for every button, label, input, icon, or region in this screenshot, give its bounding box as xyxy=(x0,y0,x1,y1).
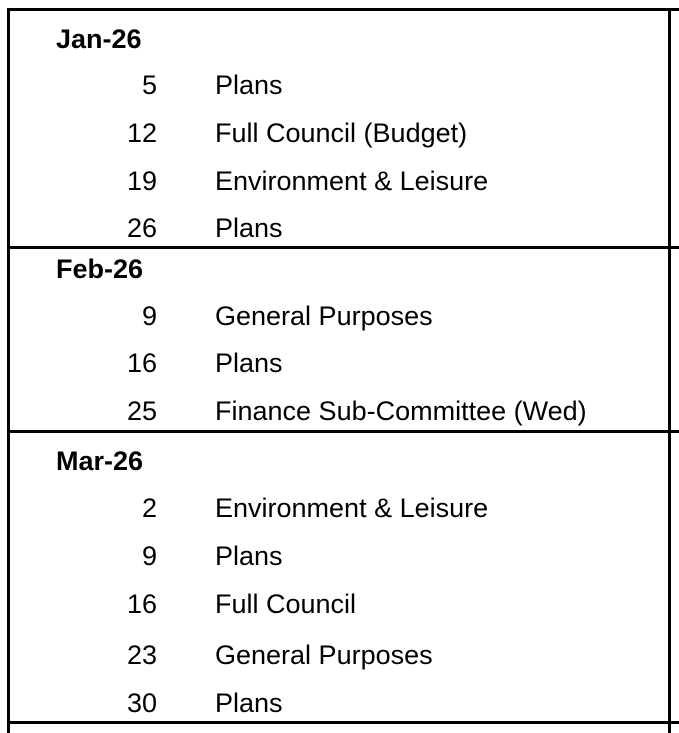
schedule-row xyxy=(0,301,679,331)
meeting-name: Finance Sub-Committee (Wed) xyxy=(215,396,587,426)
day-number: 16 xyxy=(126,589,157,619)
day-number: 26 xyxy=(126,213,157,243)
schedule-row xyxy=(0,348,679,378)
meeting-name: Environment & Leisure xyxy=(215,166,489,196)
top-border xyxy=(7,8,679,11)
day-number: 9 xyxy=(141,541,157,571)
schedule-row xyxy=(0,640,679,670)
day-number: 2 xyxy=(141,493,157,523)
schedule-row xyxy=(0,493,679,523)
day-number: 12 xyxy=(126,118,157,148)
day-number: 23 xyxy=(126,640,157,670)
meeting-name: Plans xyxy=(215,688,283,718)
day-number: 25 xyxy=(126,396,157,426)
meeting-name: General Purposes xyxy=(215,640,433,670)
schedule-row xyxy=(0,396,679,426)
day-number: 5 xyxy=(141,70,157,100)
schedule-row xyxy=(0,541,679,571)
meeting-name: Plans xyxy=(215,213,283,243)
day-number: 9 xyxy=(141,301,157,331)
month-heading: Mar-26 xyxy=(56,446,144,476)
month-heading: Jan-26 xyxy=(56,24,142,54)
meeting-name: Plans xyxy=(215,541,283,571)
meeting-name: Full Council (Budget) xyxy=(215,118,468,148)
month-heading: Feb-26 xyxy=(56,254,144,284)
day-number: 30 xyxy=(126,688,157,718)
divider-feb-mar xyxy=(7,430,679,433)
schedule-row xyxy=(0,70,679,100)
schedule-row xyxy=(0,166,679,196)
bottom-border xyxy=(7,721,679,724)
meeting-name: Plans xyxy=(215,348,283,378)
meeting-name: Plans xyxy=(215,70,283,100)
schedule-row xyxy=(0,118,679,148)
divider-jan-feb xyxy=(7,246,679,249)
schedule-row xyxy=(0,213,679,243)
meeting-name: Environment & Leisure xyxy=(215,493,489,523)
meeting-name: Full Council xyxy=(215,589,357,619)
meeting-name: General Purposes xyxy=(215,301,433,331)
schedule-row xyxy=(0,589,679,619)
day-number: 16 xyxy=(126,348,157,378)
schedule-row xyxy=(0,688,679,718)
day-number: 19 xyxy=(126,166,157,196)
